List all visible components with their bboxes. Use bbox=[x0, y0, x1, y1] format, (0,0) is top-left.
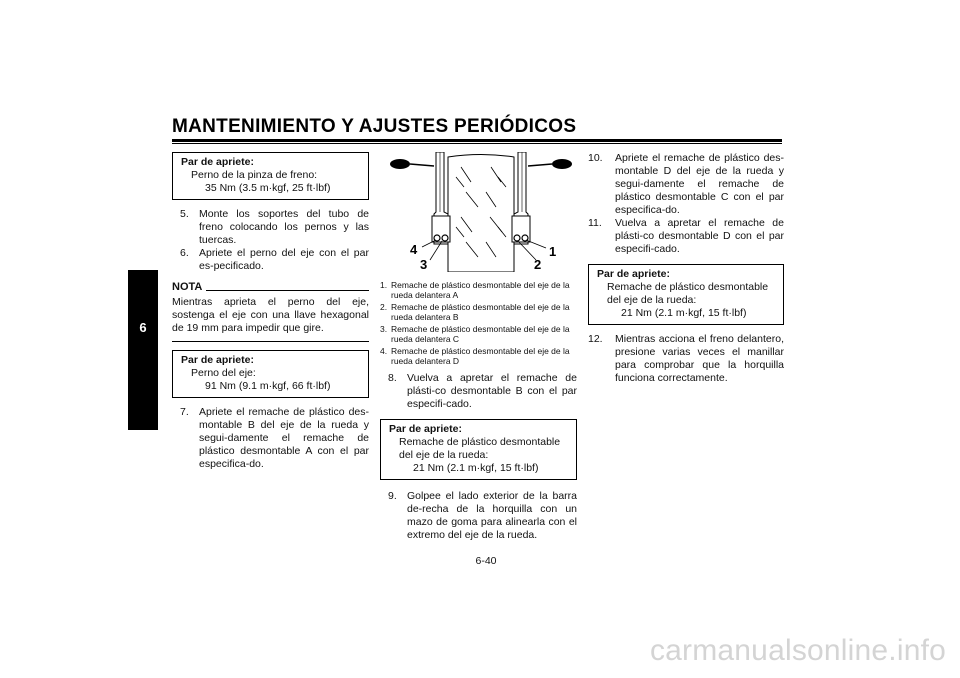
torque-spec-box-caliper bbox=[172, 152, 369, 200]
legend-number: 1. bbox=[380, 280, 388, 290]
spec-value: 21 Nm (2.1 m·kgf, 15 ft·lbf) bbox=[621, 307, 747, 319]
step-11 bbox=[588, 217, 784, 256]
step-number: 8. bbox=[388, 372, 397, 384]
step-text: Mientras acciona el freno delantero, presione varias veces el manillar para comprobar que la horquilla funciona correctamente. bbox=[615, 333, 784, 384]
step-number: 6. bbox=[180, 247, 189, 259]
step-text: Golpee el lado exterior de la barra de-recha de la horquilla con un mazo de goma para alinearla con el extremo del eje de la rueda. bbox=[407, 490, 577, 541]
step-7 bbox=[172, 406, 369, 471]
fork-illustration bbox=[386, 152, 576, 272]
step-text: Apriete el remache de plástico des-montable D del eje de la rueda y segui-damente el remache de plástico desmontable C con el par especifica-do. bbox=[615, 152, 784, 216]
column-right bbox=[588, 152, 784, 385]
step-5 bbox=[172, 208, 369, 247]
page-title: MANTENIMIENTO Y AJUSTES PERIÓDICOS bbox=[172, 116, 577, 137]
figure-label-1: 1 bbox=[549, 244, 557, 259]
step-number: 10. bbox=[588, 152, 603, 164]
spec-value: 91 Nm (9.1 m·kgf, 66 ft·lbf) bbox=[205, 380, 331, 392]
legend-number: 4. bbox=[380, 346, 388, 356]
torque-spec-box-rivet-2 bbox=[588, 264, 784, 325]
spec-value: 35 Nm (3.5 m·kgf, 25 ft·lbf) bbox=[205, 182, 331, 194]
note-rule bbox=[206, 290, 369, 291]
chapter-tab bbox=[128, 270, 158, 430]
figure-label-4: 4 bbox=[410, 242, 418, 257]
figure-label-2: 2 bbox=[534, 257, 542, 272]
chapter-number: 6 bbox=[139, 320, 147, 335]
title-rule-thin bbox=[172, 143, 782, 144]
step-number: 7. bbox=[180, 406, 189, 418]
step-text: Vuelva a apretar el remache de plásti-co desmontable B con el par especifi-cado. bbox=[407, 372, 577, 410]
step-8 bbox=[380, 372, 577, 411]
legend-text: Remache de plástico desmontable del eje de la rueda delantera D bbox=[391, 346, 570, 366]
spec-heading: Par de apriete: bbox=[181, 156, 254, 168]
column-middle bbox=[380, 152, 577, 542]
spec-item: Perno de la pinza de freno: bbox=[191, 169, 318, 181]
spec-heading: Par de apriete: bbox=[181, 354, 254, 366]
figure-legend bbox=[380, 280, 577, 366]
torque-spec-box-rivet bbox=[380, 419, 577, 480]
torque-spec-box-axle bbox=[172, 350, 369, 398]
step-text: Apriete el perno del eje con el par es-pecificado. bbox=[199, 247, 369, 272]
step-10 bbox=[588, 152, 784, 217]
spec-item: Remache de plástico desmontable bbox=[607, 281, 769, 293]
step-number: 5. bbox=[180, 208, 189, 220]
figure-label-3: 3 bbox=[420, 257, 428, 272]
legend-number: 2. bbox=[380, 302, 388, 312]
legend-text: Remache de plástico desmontable del eje de la rueda delantera B bbox=[391, 302, 570, 322]
column-left bbox=[172, 152, 369, 471]
legend-text: Remache de plástico desmontable del eje de la rueda delantera A bbox=[391, 280, 570, 300]
spec-heading: Par de apriete: bbox=[597, 268, 670, 280]
note-text: Mientras aprieta el perno del eje, sostenga el eje con una llave hexagonal de 19 mm para impedir que gire. bbox=[172, 296, 369, 342]
legend-item bbox=[380, 302, 577, 322]
legend-item bbox=[380, 346, 577, 366]
spec-item: Remache de plástico desmontable bbox=[399, 436, 561, 448]
legend-item bbox=[380, 280, 577, 300]
step-text: Monte los soportes del tubo de freno colocando los pernos y las tuercas. bbox=[199, 208, 369, 246]
step-number: 11. bbox=[588, 217, 602, 229]
step-text: Apriete el remache de plástico des-montable B del eje de la rueda y segui-damente el remache de plástico desmontable A con el par especifica-do. bbox=[199, 406, 369, 470]
note-heading bbox=[172, 281, 369, 294]
legend-number: 3. bbox=[380, 324, 388, 334]
spec-heading: Par de apriete: bbox=[389, 423, 462, 435]
step-number: 9. bbox=[388, 490, 397, 502]
legend-item bbox=[380, 324, 577, 344]
watermark: carmanualsonline.info bbox=[649, 634, 946, 667]
step-text: Vuelva a apretar el remache de plásti-co desmontable D con el par especifi-cado. bbox=[615, 217, 784, 255]
spec-item: del eje de la rueda: bbox=[607, 294, 697, 306]
title-rule bbox=[172, 139, 782, 142]
spec-item: del eje de la rueda: bbox=[399, 449, 489, 461]
step-9 bbox=[380, 490, 577, 542]
note-title: NOTA bbox=[172, 281, 203, 293]
step-12 bbox=[588, 333, 784, 385]
page-number: 6-40 bbox=[475, 555, 497, 567]
step-number: 12. bbox=[588, 333, 603, 345]
spec-value: 21 Nm (2.1 m·kgf, 15 ft·lbf) bbox=[413, 462, 539, 474]
step-6 bbox=[172, 247, 369, 273]
spec-item: Perno del eje: bbox=[191, 367, 256, 379]
legend-text: Remache de plástico desmontable del eje de la rueda delantera C bbox=[391, 324, 570, 344]
